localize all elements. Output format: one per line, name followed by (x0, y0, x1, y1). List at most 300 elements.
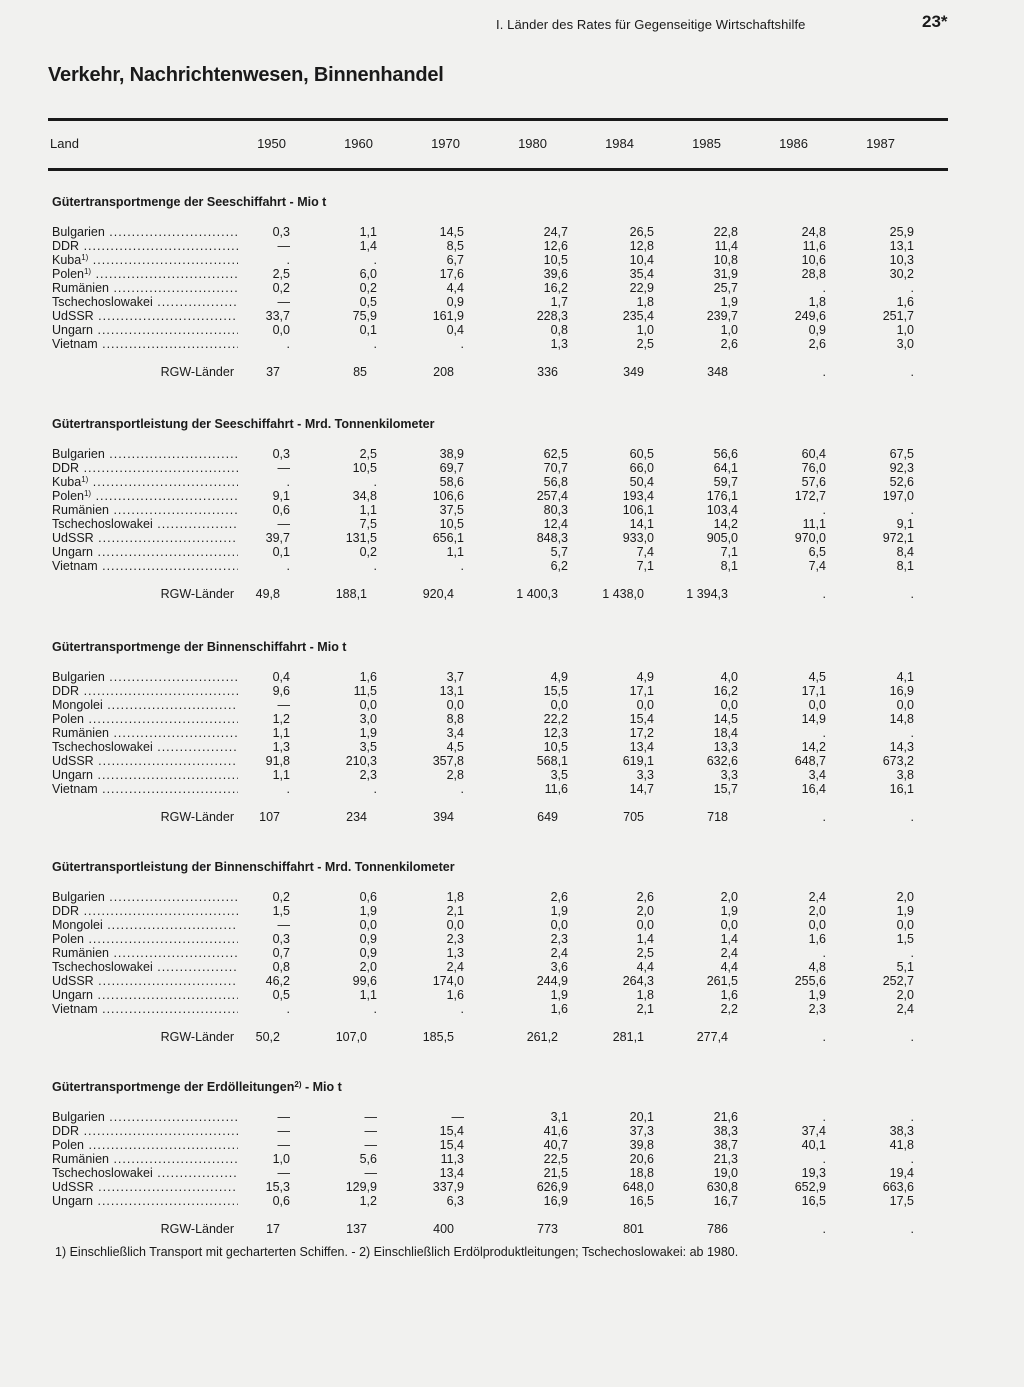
table-cell: 2,6 (720, 337, 738, 351)
table-cell: 0,6 (272, 503, 290, 517)
table-cell: 972,1 (882, 531, 914, 545)
table-cell: 1,9 (359, 726, 377, 740)
table-cell: 9,1 (896, 517, 914, 531)
row-label-text: Vietnam (52, 782, 98, 796)
table-cell: 0,3 (272, 447, 290, 461)
table-cell: 4,5 (446, 740, 464, 754)
table-cell: 131,5 (345, 531, 377, 545)
table-cell: 58,6 (439, 475, 464, 489)
table-cell: 22,9 (629, 281, 654, 295)
table-cell: 0,0 (636, 918, 654, 932)
table-cell: 38,9 (439, 447, 464, 461)
total-cell: 1 394,3 (686, 587, 728, 601)
table-cell: 2,0 (896, 890, 914, 904)
table-cell: 0,0 (272, 323, 290, 337)
table-row (0, 904, 1024, 918)
table-cell: 1,8 (636, 295, 654, 309)
table-cell: 5,1 (896, 960, 914, 974)
table-cell: 22,2 (543, 712, 568, 726)
table-cell: 1,4 (359, 239, 377, 253)
table-cell: 1,1 (446, 545, 464, 559)
table-cell: 6,7 (446, 253, 464, 267)
total-cell: 1 438,0 (602, 587, 644, 601)
table-cell: 656,1 (432, 531, 464, 545)
table-cell: 0,3 (272, 225, 290, 239)
table-cell: 0,2 (359, 545, 377, 559)
table-cell: 18,8 (629, 1166, 654, 1180)
table-cell: 2,3 (446, 932, 464, 946)
table-cell: 0,9 (359, 946, 377, 960)
total-row-label: RGW-Länder (160, 810, 234, 824)
row-label-text: Tschechoslowakei (52, 960, 153, 974)
table-cell: 3,7 (446, 670, 464, 684)
table-cell: 15,7 (713, 782, 738, 796)
total-cell: 705 (623, 810, 644, 824)
table-cell: 933,0 (622, 531, 654, 545)
table-cell: 1,0 (636, 323, 654, 337)
row-footnote-mark: 1) (81, 475, 89, 484)
table-cell: 176,1 (706, 489, 738, 503)
table-cell: 7,5 (359, 517, 377, 531)
total-cell: 348 (707, 365, 728, 379)
table-row (0, 295, 1024, 309)
table-cell: 235,4 (622, 309, 654, 323)
row-label (52, 698, 238, 712)
table-cell: 28,8 (801, 267, 826, 281)
row-label-text: DDR (52, 1124, 80, 1138)
table-cell: 0,2 (272, 890, 290, 904)
row-label (52, 309, 238, 323)
total-cell: 277,4 (696, 1030, 728, 1044)
table-cell: 39,7 (265, 531, 290, 545)
table-cell: . (286, 782, 290, 796)
table-cell: 13,3 (713, 740, 738, 754)
table-cell: 0,0 (720, 698, 738, 712)
table-row (0, 918, 1024, 932)
table-cell: 1,7 (550, 295, 568, 309)
table-top-rule (48, 118, 948, 121)
table-cell: 2,0 (359, 960, 377, 974)
table-cell: 19,4 (889, 1166, 914, 1180)
row-label-text: Bulgarien (52, 447, 105, 461)
total-cell: . (822, 1222, 826, 1236)
table-cell: . (373, 1002, 377, 1016)
row-label (52, 545, 238, 559)
total-cell: . (910, 1222, 914, 1236)
table-cell: — (364, 1138, 377, 1152)
row-label-text: Kuba (52, 475, 82, 489)
table-cell: 1,1 (359, 988, 377, 1002)
table-cell: 41,8 (889, 1138, 914, 1152)
table-cell: 2,8 (446, 768, 464, 782)
row-label-text: DDR (52, 684, 80, 698)
table-row (0, 531, 1024, 545)
total-cell: 649 (537, 810, 558, 824)
table-cell: . (460, 559, 464, 573)
table-row (0, 281, 1024, 295)
table-cell: . (286, 337, 290, 351)
table-cell: 12,4 (543, 517, 568, 531)
table-cell: 0,0 (550, 918, 568, 932)
table-cell: 2,5 (272, 267, 290, 281)
table-cell: 91,8 (265, 754, 290, 768)
table-row (0, 1194, 1024, 1208)
table-cell: 62,5 (543, 447, 568, 461)
table-cell: 13,4 (439, 1166, 464, 1180)
table-cell: 2,3 (550, 932, 568, 946)
column-header-1970: 1970 (431, 136, 460, 151)
table-cell: 16,1 (889, 782, 914, 796)
table-cell: 18,4 (713, 726, 738, 740)
total-row (0, 1222, 1024, 1236)
row-label (52, 918, 238, 932)
table-cell: 10,5 (543, 253, 568, 267)
total-cell: . (910, 365, 914, 379)
table-cell: 0,5 (272, 988, 290, 1002)
table-cell: 632,6 (706, 754, 738, 768)
table-cell: 70,7 (543, 461, 568, 475)
table-cell: 37,3 (629, 1124, 654, 1138)
row-label (52, 295, 238, 309)
table-cell: 10,5 (543, 740, 568, 754)
table-cell: 10,4 (629, 253, 654, 267)
table-cell: 7,4 (808, 559, 826, 573)
row-label-text: Polen (52, 489, 84, 503)
section-title (52, 640, 346, 654)
total-cell: 107 (259, 810, 280, 824)
row-label-text: Rumänien (52, 946, 109, 960)
table-cell: 1,5 (896, 932, 914, 946)
table-cell: 15,4 (439, 1124, 464, 1138)
row-label (52, 267, 238, 281)
table-cell: 6,2 (550, 559, 568, 573)
row-label (52, 1124, 238, 1138)
table-cell: — (277, 918, 290, 932)
total-cell: . (910, 810, 914, 824)
table-row (0, 712, 1024, 726)
table-cell: 40,1 (801, 1138, 826, 1152)
row-footnote-mark: 1) (83, 267, 92, 276)
table-cell: 9,6 (272, 684, 290, 698)
table-cell: 12,6 (543, 239, 568, 253)
table-cell: 1,6 (720, 988, 738, 1002)
section-title-text: Gütertransportleistung der Seeschiffahrt - Mrd. Tonnenkilometer (52, 417, 435, 431)
table-cell: 5,7 (550, 545, 568, 559)
table-cell: 2,6 (808, 337, 826, 351)
table-cell: . (373, 475, 377, 489)
row-label (52, 281, 238, 295)
table-cell: 16,9 (543, 1194, 568, 1208)
row-label-text: UdSSR (52, 531, 94, 545)
row-label (52, 712, 238, 726)
table-cell: 1,4 (720, 932, 738, 946)
table-cell: 1,6 (359, 670, 377, 684)
row-label (52, 726, 238, 740)
table-row (0, 932, 1024, 946)
table-cell: 1,3 (550, 337, 568, 351)
table-cell: 14,7 (629, 782, 654, 796)
row-footnote-mark: 1) (83, 489, 92, 498)
table-cell: 46,2 (265, 974, 290, 988)
table-cell: 172,7 (794, 489, 826, 503)
table-cell: 24,8 (801, 225, 826, 239)
total-cell: 49,8 (255, 587, 280, 601)
table-cell: 1,0 (896, 323, 914, 337)
table-cell: 129,9 (345, 1180, 377, 1194)
total-cell: 234 (346, 810, 367, 824)
table-cell: 2,6 (550, 890, 568, 904)
row-label-text: Rumänien (52, 1152, 109, 1166)
table-cell: 2,5 (636, 337, 654, 351)
table-cell: 17,6 (439, 267, 464, 281)
table-cell: 2,5 (359, 447, 377, 461)
total-cell: . (822, 587, 826, 601)
row-label (52, 461, 238, 475)
row-label-text: Bulgarien (52, 670, 105, 684)
table-cell: 337,9 (432, 1180, 464, 1194)
table-cell: 1,0 (720, 323, 738, 337)
table-cell: 1,6 (808, 932, 826, 946)
table-cell: 10,5 (439, 517, 464, 531)
table-cell: — (277, 461, 290, 475)
table-cell: — (364, 1166, 377, 1180)
table-cell: 4,9 (636, 670, 654, 684)
table-cell: 2,4 (808, 890, 826, 904)
table-cell: 197,0 (882, 489, 914, 503)
table-cell: 14,3 (889, 740, 914, 754)
row-label (52, 1110, 238, 1124)
column-header-1987: 1987 (866, 136, 895, 151)
table-row (0, 974, 1024, 988)
page-number: 23* (922, 12, 948, 31)
table-cell: 0,3 (272, 932, 290, 946)
table-cell: 17,5 (889, 1194, 914, 1208)
row-label (52, 684, 238, 698)
total-cell: 37 (266, 365, 280, 379)
table-row (0, 225, 1024, 239)
row-label-text: Tschechoslowakei (52, 517, 153, 531)
table-row (0, 782, 1024, 796)
row-label-text: Rumänien (52, 281, 109, 295)
table-cell: 1,4 (636, 932, 654, 946)
row-label (52, 768, 238, 782)
total-cell: . (822, 365, 826, 379)
table-cell: 59,7 (713, 475, 738, 489)
table-cell: . (286, 475, 290, 489)
table-cell: 619,1 (622, 754, 654, 768)
row-label (52, 503, 238, 517)
table-cell: 630,8 (706, 1180, 738, 1194)
table-cell: 568,1 (536, 754, 568, 768)
table-cell: 0,0 (808, 918, 826, 932)
table-cell: 37,5 (439, 503, 464, 517)
table-cell: 12,3 (543, 726, 568, 740)
table-cell: 7,1 (636, 559, 654, 573)
table-cell: 16,2 (713, 684, 738, 698)
total-cell: 400 (433, 1222, 454, 1236)
table-cell: 60,4 (801, 447, 826, 461)
table-cell: 3,8 (896, 768, 914, 782)
table-cell: 80,3 (543, 503, 568, 517)
section-title-text: Gütertransportmenge der Erdölleitungen (52, 1080, 295, 1094)
table-cell: 11,5 (353, 684, 377, 698)
row-label-text: Mongolei (52, 698, 103, 712)
row-label-text: Vietnam (52, 337, 98, 351)
column-header-land: Land (50, 136, 79, 151)
table-cell: 15,3 (265, 1180, 290, 1194)
table-cell: 0,1 (272, 545, 290, 559)
table-cell: 174,0 (432, 974, 464, 988)
table-row (0, 946, 1024, 960)
section-title (52, 1080, 342, 1094)
table-cell: 10,8 (713, 253, 738, 267)
row-label-text: Tschechoslowakei (52, 740, 153, 754)
section-title (52, 195, 326, 209)
table-cell: 1,5 (272, 904, 290, 918)
total-cell: 208 (433, 365, 454, 379)
table-cell: 4,1 (896, 670, 914, 684)
table-cell: 648,0 (622, 1180, 654, 1194)
total-cell: . (910, 1030, 914, 1044)
total-row-label: RGW-Länder (160, 587, 234, 601)
table-cell: 14,1 (629, 517, 654, 531)
table-cell: . (822, 946, 826, 960)
row-label-text: Bulgarien (52, 225, 105, 239)
row-label-text: UdSSR (52, 974, 94, 988)
table-cell: . (910, 946, 914, 960)
table-cell: 10,5 (352, 461, 377, 475)
table-cell: 2,0 (636, 904, 654, 918)
row-label (52, 960, 238, 974)
running-head: I. Länder des Rates für Gegenseitige Wirtschaftshilfe (496, 17, 806, 32)
table-row (0, 1152, 1024, 1166)
total-cell: 50,2 (255, 1030, 280, 1044)
table-cell: 1,2 (359, 1194, 377, 1208)
table-row (0, 267, 1024, 281)
table-cell: 4,4 (636, 960, 654, 974)
table-cell: 16,9 (889, 684, 914, 698)
table-cell: 1,1 (272, 726, 290, 740)
table-cell: 11,4 (714, 239, 738, 253)
table-cell: 22,8 (713, 225, 738, 239)
table-row (0, 1124, 1024, 1138)
table-cell: 11,3 (440, 1152, 464, 1166)
table-cell: . (910, 503, 914, 517)
table-cell: 16,4 (801, 782, 826, 796)
table-cell: 0,0 (359, 698, 377, 712)
table-cell: 14,5 (439, 225, 464, 239)
table-cell: 652,9 (794, 1180, 826, 1194)
table-cell: 38,3 (889, 1124, 914, 1138)
table-cell: 22,5 (543, 1152, 568, 1166)
table-cell: 16,7 (713, 1194, 738, 1208)
table-cell: . (822, 1152, 826, 1166)
table-cell: 6,0 (359, 267, 377, 281)
table-cell: 0,0 (446, 698, 464, 712)
column-header-1984: 1984 (605, 136, 634, 151)
table-cell: 3,1 (550, 1110, 568, 1124)
table-cell: 1,9 (720, 295, 738, 309)
table-cell: 6,3 (446, 1194, 464, 1208)
table-cell: . (373, 253, 377, 267)
table-cell: 1,6 (446, 988, 464, 1002)
table-cell: 1,9 (550, 988, 568, 1002)
row-label-text: Bulgarien (52, 890, 105, 904)
table-cell: 8,8 (446, 712, 464, 726)
table-cell: 6,5 (808, 545, 826, 559)
table-cell: 0,9 (359, 932, 377, 946)
table-cell: 3,4 (808, 768, 826, 782)
row-label-text: DDR (52, 239, 80, 253)
table-cell: 2,2 (720, 1002, 738, 1016)
total-cell: . (822, 1030, 826, 1044)
row-label-text: Mongolei (52, 918, 103, 932)
table-row (0, 1002, 1024, 1016)
total-cell: 920,4 (422, 587, 454, 601)
table-cell: — (277, 1110, 290, 1124)
table-cell: 66,0 (629, 461, 654, 475)
table-cell: 8,5 (446, 239, 464, 253)
table-cell: 76,0 (801, 461, 826, 475)
table-cell: 210,3 (345, 754, 377, 768)
table-cell: 3,5 (359, 740, 377, 754)
row-label-text: Polen (52, 1138, 84, 1152)
table-cell: 1,3 (446, 946, 464, 960)
table-cell: — (364, 1110, 377, 1124)
table-cell: — (277, 1138, 290, 1152)
table-cell: 228,3 (536, 309, 568, 323)
table-row (0, 1110, 1024, 1124)
table-cell: 4,8 (808, 960, 826, 974)
table-row (0, 545, 1024, 559)
table-cell: 2,0 (720, 890, 738, 904)
row-label (52, 1152, 238, 1166)
table-cell: 69,7 (439, 461, 464, 475)
row-label-text: Rumänien (52, 503, 109, 517)
table-cell: 14,2 (713, 517, 738, 531)
table-cell: — (277, 1166, 290, 1180)
section-title (52, 860, 455, 874)
row-label-text: Kuba (52, 253, 82, 267)
table-cell: 2,5 (636, 946, 654, 960)
table-cell: 106,6 (432, 489, 464, 503)
row-label (52, 225, 238, 239)
table-cell: 252,7 (882, 974, 914, 988)
table-cell: 25,7 (713, 281, 738, 295)
table-cell: 8,1 (896, 559, 914, 573)
row-label (52, 1166, 238, 1180)
section-title-text: Gütertransportmenge der Seeschiffahrt - Mio t (52, 195, 327, 209)
row-label-text: Vietnam (52, 559, 98, 573)
table-row (0, 890, 1024, 904)
table-cell: 31,9 (713, 267, 738, 281)
table-cell: 257,4 (536, 489, 568, 503)
table-cell: 0,5 (359, 295, 377, 309)
table-cell: 905,0 (706, 531, 738, 545)
table-cell: — (277, 239, 290, 253)
row-label-text: Rumänien (52, 726, 109, 740)
table-row (0, 503, 1024, 517)
table-cell: — (277, 698, 290, 712)
table-cell: 35,4 (629, 267, 654, 281)
row-label (52, 337, 238, 351)
row-label-text: Polen (52, 712, 84, 726)
total-cell: 137 (346, 1222, 367, 1236)
table-cell: 239,7 (706, 309, 738, 323)
table-cell: 0,4 (446, 323, 464, 337)
table-cell: 15,4 (629, 712, 654, 726)
table-row (0, 475, 1024, 489)
